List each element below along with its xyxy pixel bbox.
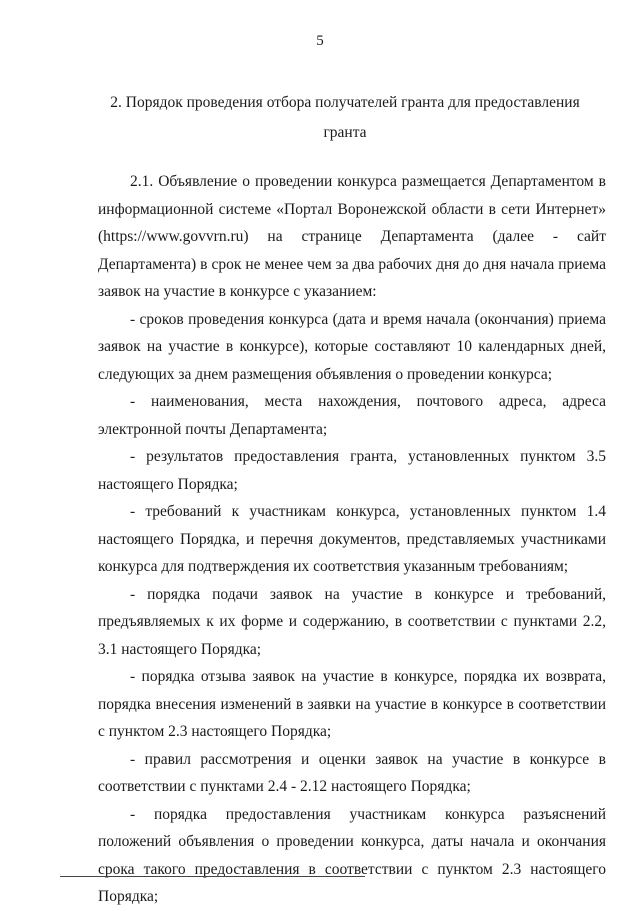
- footer-divider: [60, 876, 365, 877]
- list-item-department-details: - наименования, места нахождения, почтового адреса, адреса электронной почты Департамента;: [98, 393, 606, 438]
- section-heading: 2. Порядок проведения отбора получателей гранта для предоставления гранта: [110, 94, 580, 141]
- list-item-grant-results: - результатов предоставления гранта, установленных пунктом 3.5 настоящего Порядка;: [98, 448, 606, 493]
- document-body: [98, 168, 606, 911]
- list-item-withdrawal-procedure: - порядка отзыва заявок на участие в конкурсе, порядка их возврата, порядка внесения изменений в заявки на участие в конкурсе в соответствии с пунктом 2.3 настоящего Порядка;: [98, 668, 606, 740]
- list-item-participant-requirements: - требований к участникам конкурса, установленных пунктом 1.4 настоящего Порядка, и перечня документов, представляемых участниками конкурса для подтверждения их соответствия указанным требованиям;: [98, 503, 606, 575]
- list-item-terms: - сроков проведения конкурса (дата и время начала (окончания) приема заявок на участие в конкурсе), которые составляют 10 календарных дней, следующих за днем размещения объявления о проведении конкурса;: [98, 310, 606, 383]
- list-item-application-procedure: - порядка подачи заявок на участие в конкурсе и требований, предъявляемых к их форме и содержанию, в соответствии с пунктами 2.2, 3.1 настоящего Порядка;: [98, 585, 606, 658]
- paragraph-announcement: 2.1. Объявление о проведении конкурса размещается Департаментом в информационной системе «Портал Воронежской области в сети Интернет» (https://www.govvrn.ru) на странице Департамента (далее - сайт Департамента) в срок не менее чем за два рабочих дня до дня начала приема заявок на участие в конкурсе с указанием:: [98, 173, 606, 300]
- list-item-evaluation-rules: - правил рассмотрения и оценки заявок на участие в конкурсе в соответствии с пунктами 2.4 - 2.12 настоящего Порядка;: [98, 750, 606, 795]
- list-item-clarification-procedure: - порядка предоставления участникам конкурса разъяснений положений объявления о проведении конкурса, даты начала и окончания срока такого предоставления в соответствии с пунктом 2.3 настоящего Порядка;: [98, 805, 606, 905]
- page-number: 5: [316, 33, 324, 49]
